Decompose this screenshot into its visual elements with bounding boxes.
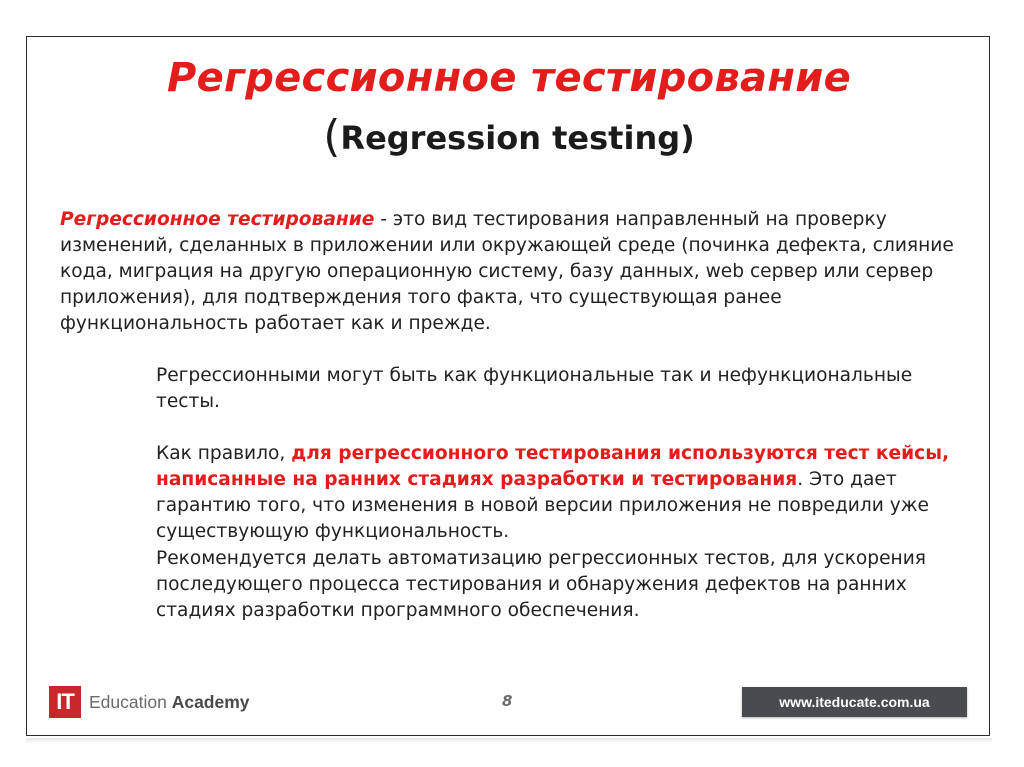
website-link[interactable]: www.iteducate.com.ua [742,687,967,717]
subtitle-paren-open: ( [323,111,341,162]
definition-term: Регрессионное тестирование [60,209,375,230]
slide-subtitle [27,111,991,162]
subtitle-paren-close: ) [680,119,695,157]
slide [26,36,990,736]
test-cases-paragraph [60,441,960,545]
automation-paragraph: Рекомендуется делать автоматизацию регрессионных тестов, для ускорения последующего процесса тестирования и обнаружения дефектов на ранних стадиях разработки программного обеспечения. [156,548,926,621]
page-number: 8 [502,692,513,710]
slide-shadow [26,738,992,744]
test-cases-highlight: для регрессионного тестирования используются тест кейсы, написанные на ранних стадиях разработки и тестирования [156,443,950,490]
definition-text: - это вид тестирования направленный на проверку изменений, сделанных в приложении или окружающей среде (починка дефекта, слияние кода, миграция на другую операционную систему, базу данных, web сервер или сервер приложения), для подтверждения того факта, что существующая ранее функциональность работает как и прежде. [60,209,954,334]
it-logo-icon: IT [49,686,81,718]
slide-body [60,207,960,624]
logo-text [89,692,250,713]
logo-text-light: Education [89,691,172,712]
test-cases-after: . Это дает гарантию того, что изменения в новой версии приложения не повредили уже существующую функциональность. [156,469,929,542]
subtitle-text: Regression testing [340,119,681,157]
functional-paragraph: Регрессионными могут быть как функциональные так и нефункциональные тесты. [156,365,913,412]
test-cases-before: Как правило, [156,443,292,464]
logo-text-bold: Academy [171,691,250,712]
it-education-academy-logo [49,686,250,718]
definition-paragraph [60,207,960,337]
slide-title: Регрессионное тестирование [166,55,852,101]
